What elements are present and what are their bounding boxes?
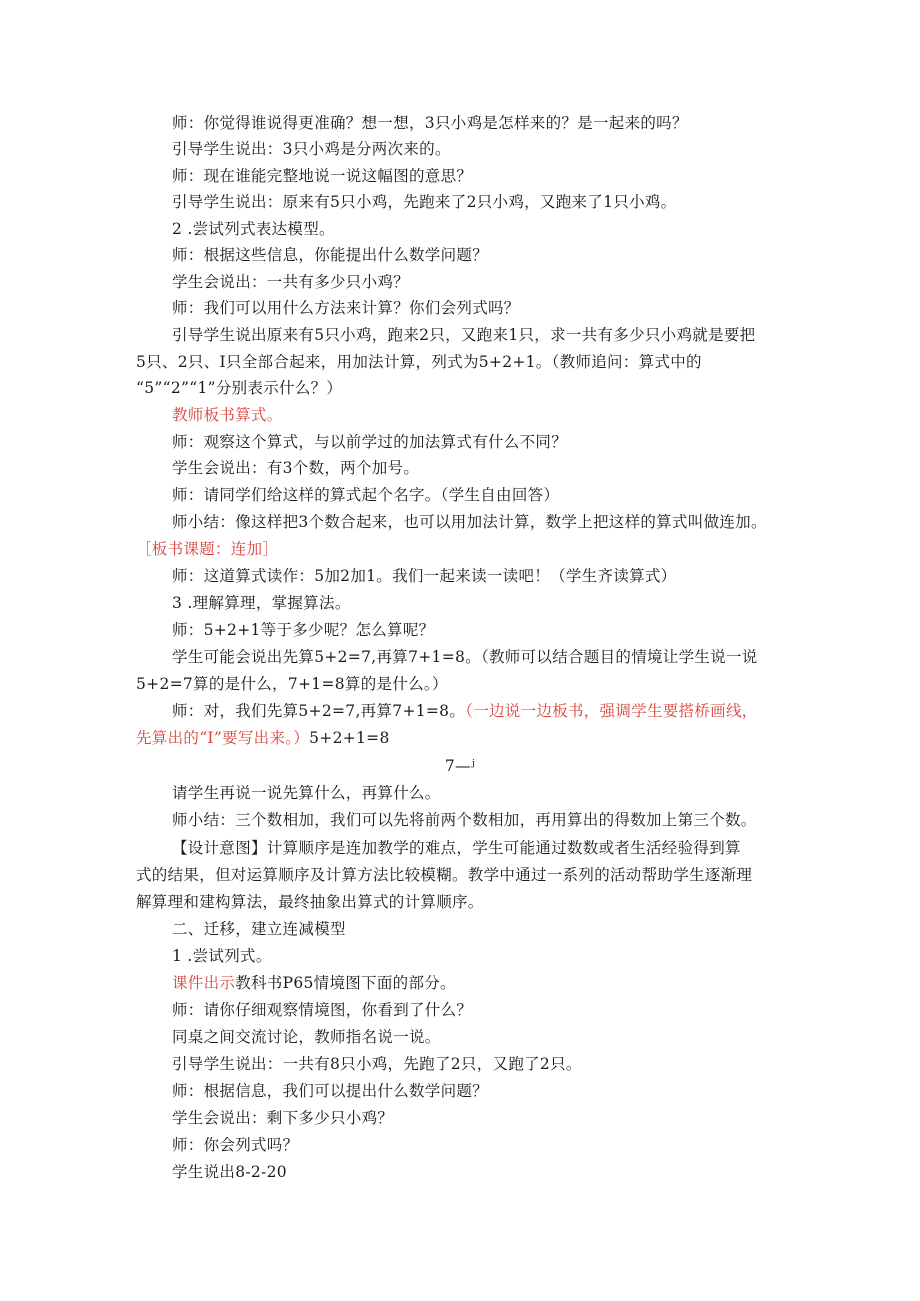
paragraph: 师：现在谁能完整地说一说这幅图的意思？ — [172, 167, 473, 185]
paragraph: 同桌之间交流讨论，教师指名说一说。 — [172, 1028, 441, 1046]
paragraph: 解算理和建构算法，最终抽象出算式的计算顺序。 — [136, 893, 484, 911]
paragraph: 学生会说出：一共有多少只小鸡？ — [172, 273, 410, 291]
section-heading: 二、迁移，建立连减模型 — [172, 920, 346, 938]
teacher-note: 教师板书算式。 — [172, 406, 283, 424]
paragraph: 师：请同学们给这样的算式起个名字。（学生自由回答） — [172, 486, 560, 504]
section-heading: 1 .尝试列式。 — [172, 947, 272, 965]
section-heading: 3 .理解算理，掌握算法。 — [172, 594, 351, 612]
teacher-note: ［板书课题：连加］ — [136, 540, 279, 558]
paragraph: 师：我们可以用什么方法来计算？你们会列式吗？ — [172, 299, 520, 317]
paragraph — [136, 728, 390, 748]
paragraph: 师：根据信息，我们可以提出什么数学问题？ — [172, 1082, 489, 1100]
equation: 5+2+1=8 — [309, 729, 390, 747]
paragraph: 5+2=7算的是什么，7+1=8算的是什么。） — [136, 675, 448, 693]
teacher-note: 先算出的“I”要写出来。） — [136, 729, 310, 747]
paragraph-text: 师：对，我们先算5+2=7,再算7+1=8。 — [172, 702, 466, 720]
paragraph: 师：这道算式读作：5加2加1。我们一起来读一读吧！（学生齐读算式） — [172, 567, 677, 585]
equation-bridge: 7—ʲ — [444, 757, 476, 775]
paragraph: 学生可能会说出先算5+2=7,再算7+1=8。（教师可以结合题目的情境让学生说一说 — [172, 648, 758, 666]
paragraph: 引导学生说出：原来有5只小鸡，先跑来了2只小鸡，又跑来了1只小鸡。 — [172, 193, 677, 211]
teacher-note: （一边说一边板书，强调学生要搭桥画线， — [465, 702, 758, 720]
paragraph: 5只、2只、I只全部合起来，用加法计算，列式为5+2+1。（教师追问：算式中的 — [136, 353, 702, 371]
paragraph — [172, 701, 758, 721]
paragraph: 学生会说出：有3个数，两个加号。 — [172, 459, 420, 477]
paragraph: 引导学生说出：3只小鸡是分两次来的。 — [172, 140, 451, 158]
paragraph: “5”“2”“1”分别表示什么？） — [136, 379, 343, 397]
paragraph-text: 教科书P65情境图下面的部分。 — [235, 974, 456, 992]
paragraph: 师：你觉得谁说得更准确？想一想，3只小鸡是怎样来的？是一起来的吗？ — [172, 114, 688, 132]
paragraph: 师：观察这个算式，与以前学过的加法算式有什么不同？ — [172, 433, 568, 451]
paragraph: 师：根据这些信息，你能提出什么数学问题？ — [172, 246, 489, 264]
paragraph: 师：5+2+1等于多少呢？怎么算呢？ — [172, 621, 435, 639]
paragraph: 师小结：像这样把3个数合起来，也可以用加法计算，数学上把这样的算式叫做连加。 — [172, 513, 767, 531]
paragraph: 学生说出8-2-20 — [172, 1163, 287, 1181]
design-intent: 【设计意图】计算顺序是连加教学的难点，学生可能通过数数或者生活经验得到算 — [172, 839, 741, 857]
paragraph: 师小结：三个数相加，我们可以先将前两个数相加，再用算出的得数加上第三个数。 — [172, 811, 757, 829]
paragraph: 式的结果，但对运算顺序及计算方法比较模糊。教学中通过一系列的活动帮助学生逐渐理 — [136, 866, 753, 884]
teacher-note: 课件出示 — [172, 974, 236, 992]
paragraph: 学生会说出：剩下多少只小鸡？ — [172, 1109, 394, 1127]
paragraph — [172, 973, 456, 993]
section-heading: 2 .尝试列式表达模型。 — [172, 220, 335, 238]
paragraph: 引导学生说出：一共有8只小鸡，先跑了2只，又跑了2只。 — [172, 1055, 582, 1073]
paragraph: 请学生再说一说先算什么，再算什么。 — [172, 784, 441, 802]
paragraph: 师：你会列式吗？ — [172, 1136, 299, 1154]
paragraph: 引导学生说出原来有5只小鸡，跑来2只，又跑来1只，求一共有多少只小鸡就是要把 — [172, 326, 756, 344]
paragraph: 师：请你仔细观察情境图，你看到了什么？ — [172, 1001, 473, 1019]
